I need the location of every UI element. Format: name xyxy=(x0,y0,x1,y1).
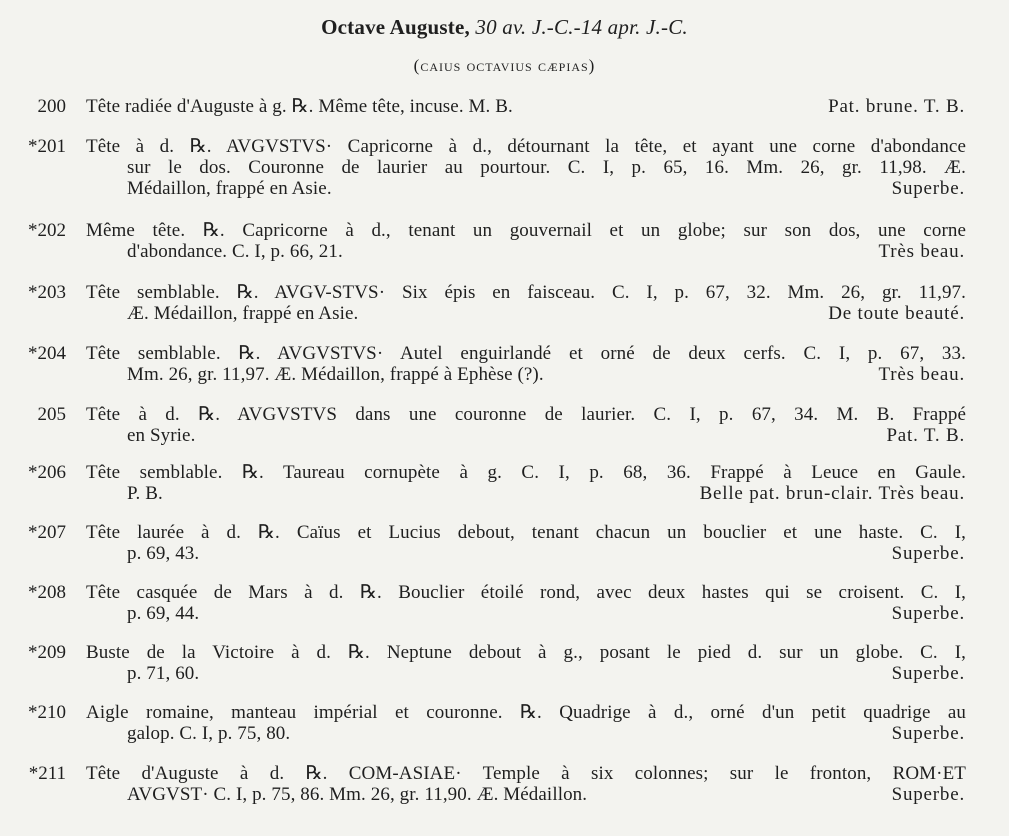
entry-number: *203 xyxy=(28,282,66,303)
entry-line: AVGVST· C. I, p. 75, 86. Mm. 26, gr. 11,90. Æ. Médaillon. xyxy=(127,784,588,805)
entry-grade: Superbe. xyxy=(891,723,965,744)
entry-number: *211 xyxy=(28,763,66,784)
entry-grade: Pat. T. B. xyxy=(886,425,965,446)
entry-number: *206 xyxy=(28,462,66,483)
entry-grade: Belle pat. brun-clair. Très beau. xyxy=(699,483,965,504)
title-dates: 30 av. J.-C.-14 apr. J.-C. xyxy=(475,15,688,39)
entry-line: Médaillon, frappé en Asie. xyxy=(127,178,332,199)
entry-line: Mm. 26, gr. 11,97. Æ. Médaillon, frappé à Ephèse (?). xyxy=(127,364,544,385)
entry-grade: Très beau. xyxy=(878,364,965,385)
page-subtitle: (caius octavius cæpias) xyxy=(413,56,596,75)
entry-grade: Pat. brune. T. B. xyxy=(828,96,965,117)
entry-line: P. B. xyxy=(127,483,163,504)
entry-number: 205 xyxy=(37,404,66,425)
entry-number: *207 xyxy=(28,522,66,543)
entry-line: Même tête. ℞. Capricorne à d., tenant un gouvernail et un globe; sur son dos, une corne xyxy=(86,220,966,241)
entry-line: p. 69, 44. xyxy=(127,603,200,624)
entry-line: p. 69, 43. xyxy=(127,543,200,564)
entry-line: Tête à d. ℞. AVGVSTVS· Capricorne à d., détournant la tête, et ayant une corne d'abondance xyxy=(86,136,966,157)
entry-grade: Superbe. xyxy=(891,543,965,564)
entry-number: *209 xyxy=(28,642,66,663)
entry-line: sur le dos. Couronne de laurier au pourtour. C. I, p. 65, 16. Mm. 26, gr. 11,98. Æ. xyxy=(127,157,966,178)
entry-grade: Très beau. xyxy=(878,241,965,262)
entry-number: *202 xyxy=(28,220,66,241)
entry-line: Tête à d. ℞. AVGVSTVS dans une couronne de laurier. C. I, p. 67, 34. M. B. Frappé xyxy=(86,404,966,425)
entry-line: Tête semblable. ℞. AVGV-STVS· Six épis en faisceau. C. I, p. 67, 32. Mm. 26, gr. 11,97. xyxy=(86,282,966,303)
entry-line: Tête casquée de Mars à d. ℞. Bouclier étoilé rond, avec deux hastes qui se croisent. C. I, xyxy=(86,582,966,603)
entry-line: en Syrie. xyxy=(127,425,196,446)
page-title xyxy=(0,15,1009,40)
entry-line: p. 71, 60. xyxy=(127,663,200,684)
entry-grade: Superbe. xyxy=(891,603,965,624)
entry-line: Tête semblable. ℞. Taureau cornupète à g. C. I, p. 68, 36. Frappé à Leuce en Gaule. xyxy=(86,462,966,483)
entry-grade: Superbe. xyxy=(891,784,965,805)
entry-line: Tête laurée à d. ℞. Caïus et Lucius debout, tenant chacun un bouclier et une haste. C. I, xyxy=(86,522,966,543)
entry-line: Aigle romaine, manteau impérial et couronne. ℞. Quadrige à d., orné d'un petit quadrige au xyxy=(86,702,966,723)
entry-line: Tête radiée d'Auguste à g. ℞. Même tête, incuse. M. B. xyxy=(86,96,513,117)
entry-number: *204 xyxy=(28,343,66,364)
entry-number: 200 xyxy=(37,96,66,117)
entry-grade: Superbe. xyxy=(891,663,965,684)
entry-number: *210 xyxy=(28,702,66,723)
entry-number: *208 xyxy=(28,582,66,603)
entry-line: galop. C. I, p. 75, 80. xyxy=(127,723,291,744)
entry-line: Æ. Médaillon, frappé en Asie. xyxy=(127,303,359,324)
entry-line: d'abondance. C. I, p. 66, 21. xyxy=(127,241,343,262)
entry-line: Tête semblable. ℞. AVGVSTVS· Autel enguirlandé et orné de deux cerfs. C. I, p. 67, 33. xyxy=(86,343,966,364)
entry-grade: De toute beauté. xyxy=(828,303,965,324)
entry-line: Buste de la Victoire à d. ℞. Neptune debout à g., posant le pied d. sur un globe. C. I, xyxy=(86,642,966,663)
entry-grade: Superbe. xyxy=(891,178,965,199)
entry-line: Tête d'Auguste à d. ℞. COM-ASIAE· Temple à six colonnes; sur le fronton, ROM·ET xyxy=(86,763,966,784)
title-emperor-name: Octave Auguste, xyxy=(321,15,470,39)
entry-number: *201 xyxy=(28,136,66,157)
